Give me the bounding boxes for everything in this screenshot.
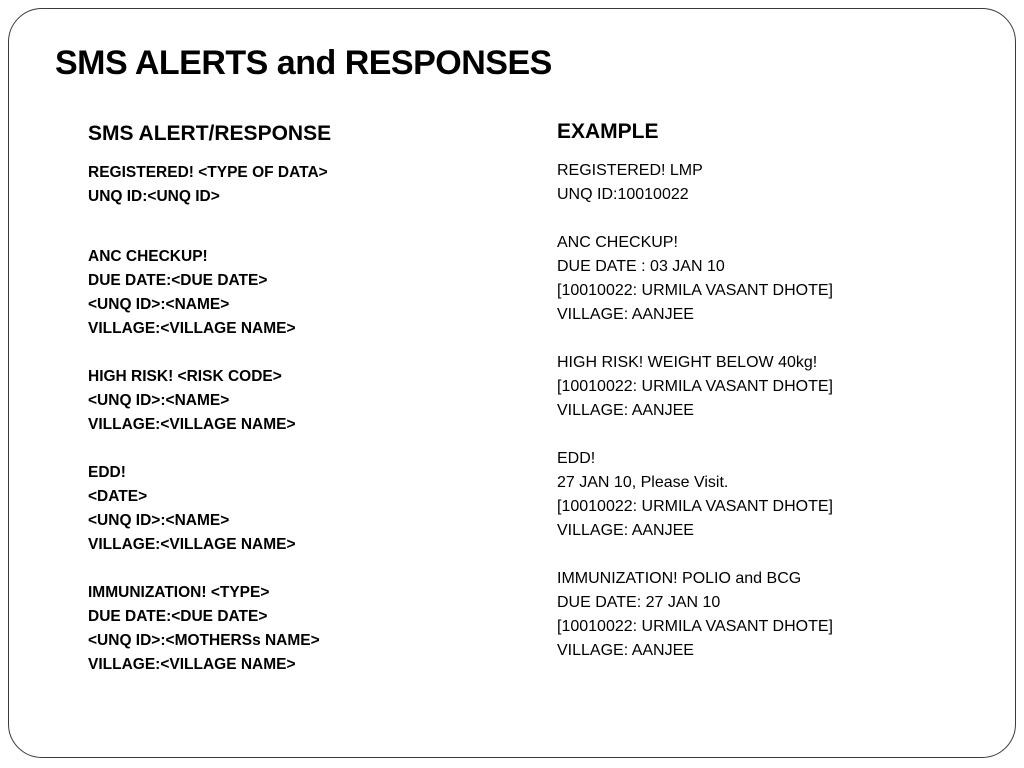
template-line: <UNQ ID>:<NAME> bbox=[88, 512, 230, 529]
anc-checkup-example bbox=[557, 231, 977, 327]
example-line: EDD! bbox=[557, 450, 596, 467]
example-line: [10010022: URMILA VASANT DHOTE] bbox=[557, 618, 833, 635]
example-line: DUE DATE : 03 JAN 10 bbox=[557, 258, 725, 275]
template-line: VILLAGE:<VILLAGE NAME> bbox=[88, 536, 296, 553]
high-risk-example bbox=[557, 351, 977, 423]
example-line: ANC CHECKUP! bbox=[557, 234, 678, 251]
example-heading: EXAMPLE bbox=[557, 120, 659, 143]
example-line: VILLAGE: AANJEE bbox=[557, 642, 694, 659]
registered-template bbox=[88, 161, 508, 209]
example-line: DUE DATE: 27 JAN 10 bbox=[557, 594, 721, 611]
edd-template bbox=[88, 461, 508, 557]
example-line: [10010022: URMILA VASANT DHOTE] bbox=[557, 378, 833, 395]
template-line: VILLAGE:<VILLAGE NAME> bbox=[88, 656, 296, 673]
example-line: REGISTERED! LMP bbox=[557, 162, 703, 179]
anc-checkup-template bbox=[88, 245, 508, 341]
edd-example bbox=[557, 447, 977, 543]
template-line: <UNQ ID>:<MOTHERSs NAME> bbox=[88, 632, 320, 649]
template-line: EDD! bbox=[88, 464, 126, 481]
template-line: ANC CHECKUP! bbox=[88, 248, 208, 265]
template-line: REGISTERED! <TYPE OF DATA> bbox=[88, 164, 328, 181]
template-line: DUE DATE:<DUE DATE> bbox=[88, 608, 268, 625]
example-line: 27 JAN 10, Please Visit. bbox=[557, 474, 729, 491]
template-line: <DATE> bbox=[88, 488, 148, 505]
template-line: <UNQ ID>:<NAME> bbox=[88, 296, 230, 313]
alert-template-column bbox=[88, 117, 508, 701]
example-line: HIGH RISK! WEIGHT BELOW 40kg! bbox=[557, 354, 818, 371]
immunization-example bbox=[557, 567, 977, 663]
example-line: VILLAGE: AANJEE bbox=[557, 402, 694, 419]
slide-frame bbox=[8, 8, 1016, 758]
template-line: <UNQ ID>:<NAME> bbox=[88, 392, 230, 409]
example-line: UNQ ID:10010022 bbox=[557, 186, 689, 203]
example-line: VILLAGE: AANJEE bbox=[557, 306, 694, 323]
immunization-template bbox=[88, 581, 508, 677]
alert-template-heading: SMS ALERT/RESPONSE bbox=[88, 122, 332, 145]
example-line: [10010022: URMILA VASANT DHOTE] bbox=[557, 498, 833, 515]
high-risk-template bbox=[88, 365, 508, 437]
template-line: HIGH RISK! <RISK CODE> bbox=[88, 368, 282, 385]
slide-title: SMS ALERTS and RESPONSES bbox=[55, 44, 552, 82]
template-line: UNQ ID:<UNQ ID> bbox=[88, 188, 220, 205]
example-line: [10010022: URMILA VASANT DHOTE] bbox=[557, 282, 833, 299]
template-line: DUE DATE:<DUE DATE> bbox=[88, 272, 268, 289]
alert-template-list bbox=[88, 161, 508, 677]
example-line: IMMUNIZATION! POLIO and BCG bbox=[557, 570, 802, 587]
template-line: IMMUNIZATION! <TYPE> bbox=[88, 584, 270, 601]
template-line: VILLAGE:<VILLAGE NAME> bbox=[88, 416, 296, 433]
template-line: VILLAGE:<VILLAGE NAME> bbox=[88, 320, 296, 337]
example-line: VILLAGE: AANJEE bbox=[557, 522, 694, 539]
example-column bbox=[557, 117, 977, 687]
example-list bbox=[557, 159, 977, 663]
registered-example bbox=[557, 159, 977, 207]
